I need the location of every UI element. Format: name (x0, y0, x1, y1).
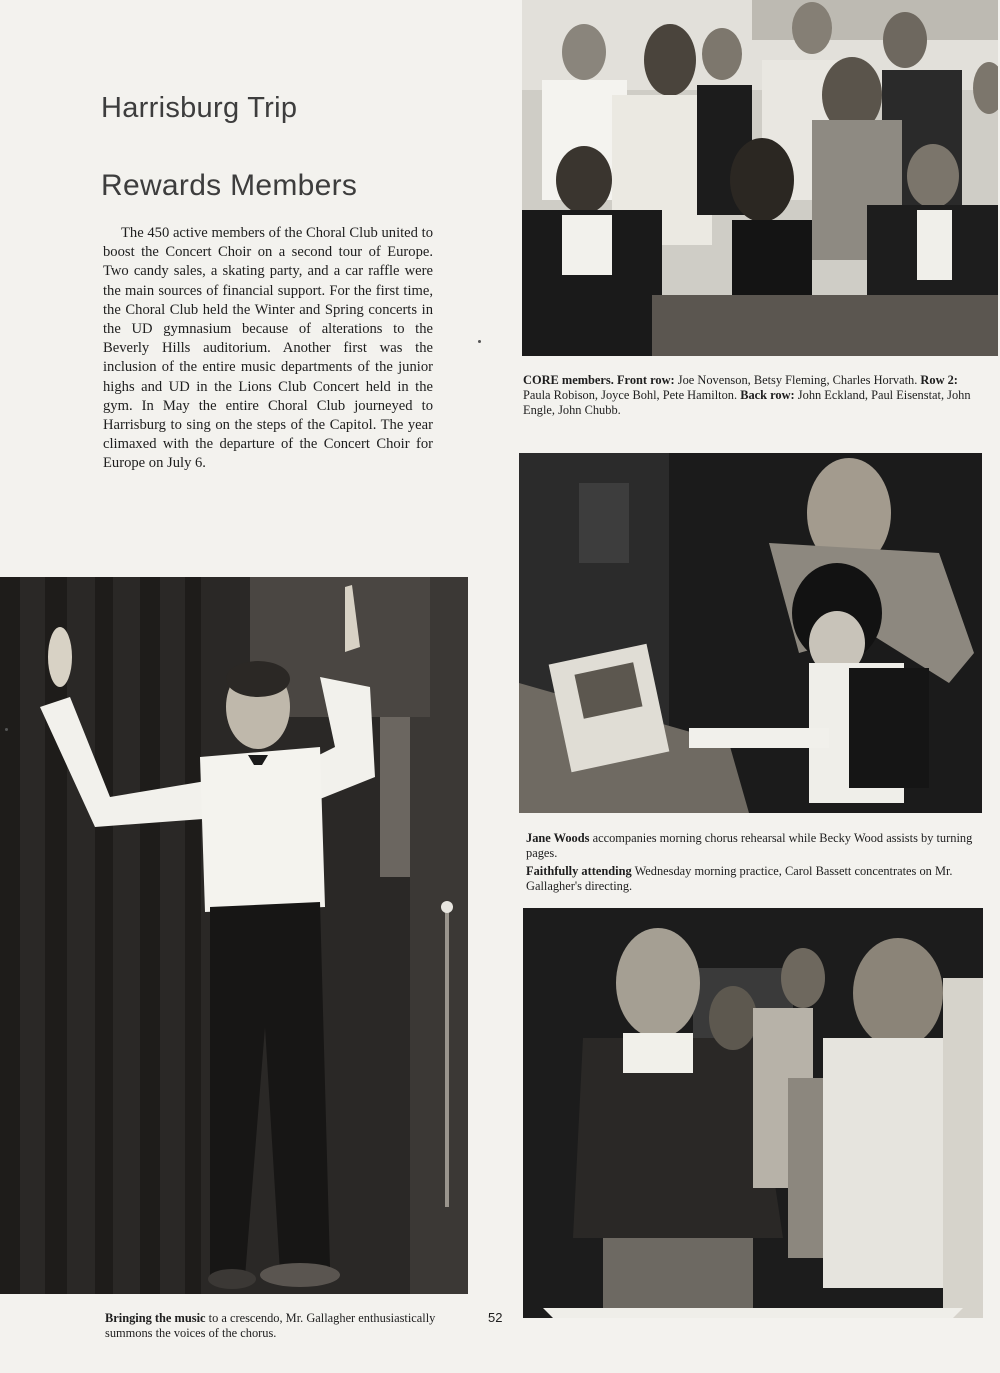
core-members-caption (523, 373, 988, 418)
caption-text: accompanies morning chorus rehearsal while Becky Wood assists by turning pages. (526, 831, 973, 860)
page-number: 52 (488, 1310, 503, 1325)
director-photo (0, 577, 468, 1294)
caption-lead: Bringing the music (105, 1311, 206, 1325)
caption-lead: Jane Woods (526, 831, 590, 845)
caption-lead: CORE members. (523, 373, 614, 387)
row-2-names: Paula Robison, Joyce Bohl, Pete Hamilton. (523, 388, 738, 402)
print-dot (5, 728, 8, 731)
director-caption (105, 1311, 470, 1341)
back-row-label: Back row: (740, 388, 795, 402)
caption-text: Wednesday morning practice, Carol Bassett concentrates on Mr. Gallagher's directing. (526, 864, 953, 893)
front-row-label: Front row: (616, 373, 675, 387)
headline-line-1: Harrisburg Trip (101, 92, 298, 124)
headline-line-2: Rewards Members (101, 169, 358, 202)
article-body (103, 224, 433, 474)
row-2-label: Row 2: (920, 373, 958, 387)
caption-lead: Faithfully attending (526, 864, 632, 878)
caption-text: to a crescendo, Mr. Gallagher enthusiastically summons the voices of the chorus. (105, 1311, 436, 1340)
piano-rehearsal-photo (519, 453, 982, 813)
back-row-names: John Eckland, Paul Eisenstat, John Engle, John Chubb. (523, 388, 971, 417)
print-dot (478, 340, 481, 343)
core-members-photo (522, 0, 998, 356)
piano-caption (526, 831, 988, 861)
article-paragraph: The 450 active members of the Choral Club united to boost the Concert Choir on a second tour of Europe. Two candy sales, a skating party, and a car raffle were the main sources of financial support. For the first time, the Choral Club held the Winter and Spring concerts in the UD gymnasium because of alterations to the Beverly Hills auditorium. Another first was the inclusion of the entire music departments of the junior highs and UD in the Lions Club Concert held in the gym. In May the entire Choral Club journeyed to Harrisburg to sing on the steps of the Capitol. The year climaxed with the departure of the Concert Choir for Europe on July 6. (103, 225, 433, 472)
chorus-practice-photo (523, 908, 983, 1318)
faithfully-attending-caption (526, 864, 988, 894)
front-row-names: Joe Novenson, Betsy Fleming, Charles Horvath. (677, 373, 918, 387)
